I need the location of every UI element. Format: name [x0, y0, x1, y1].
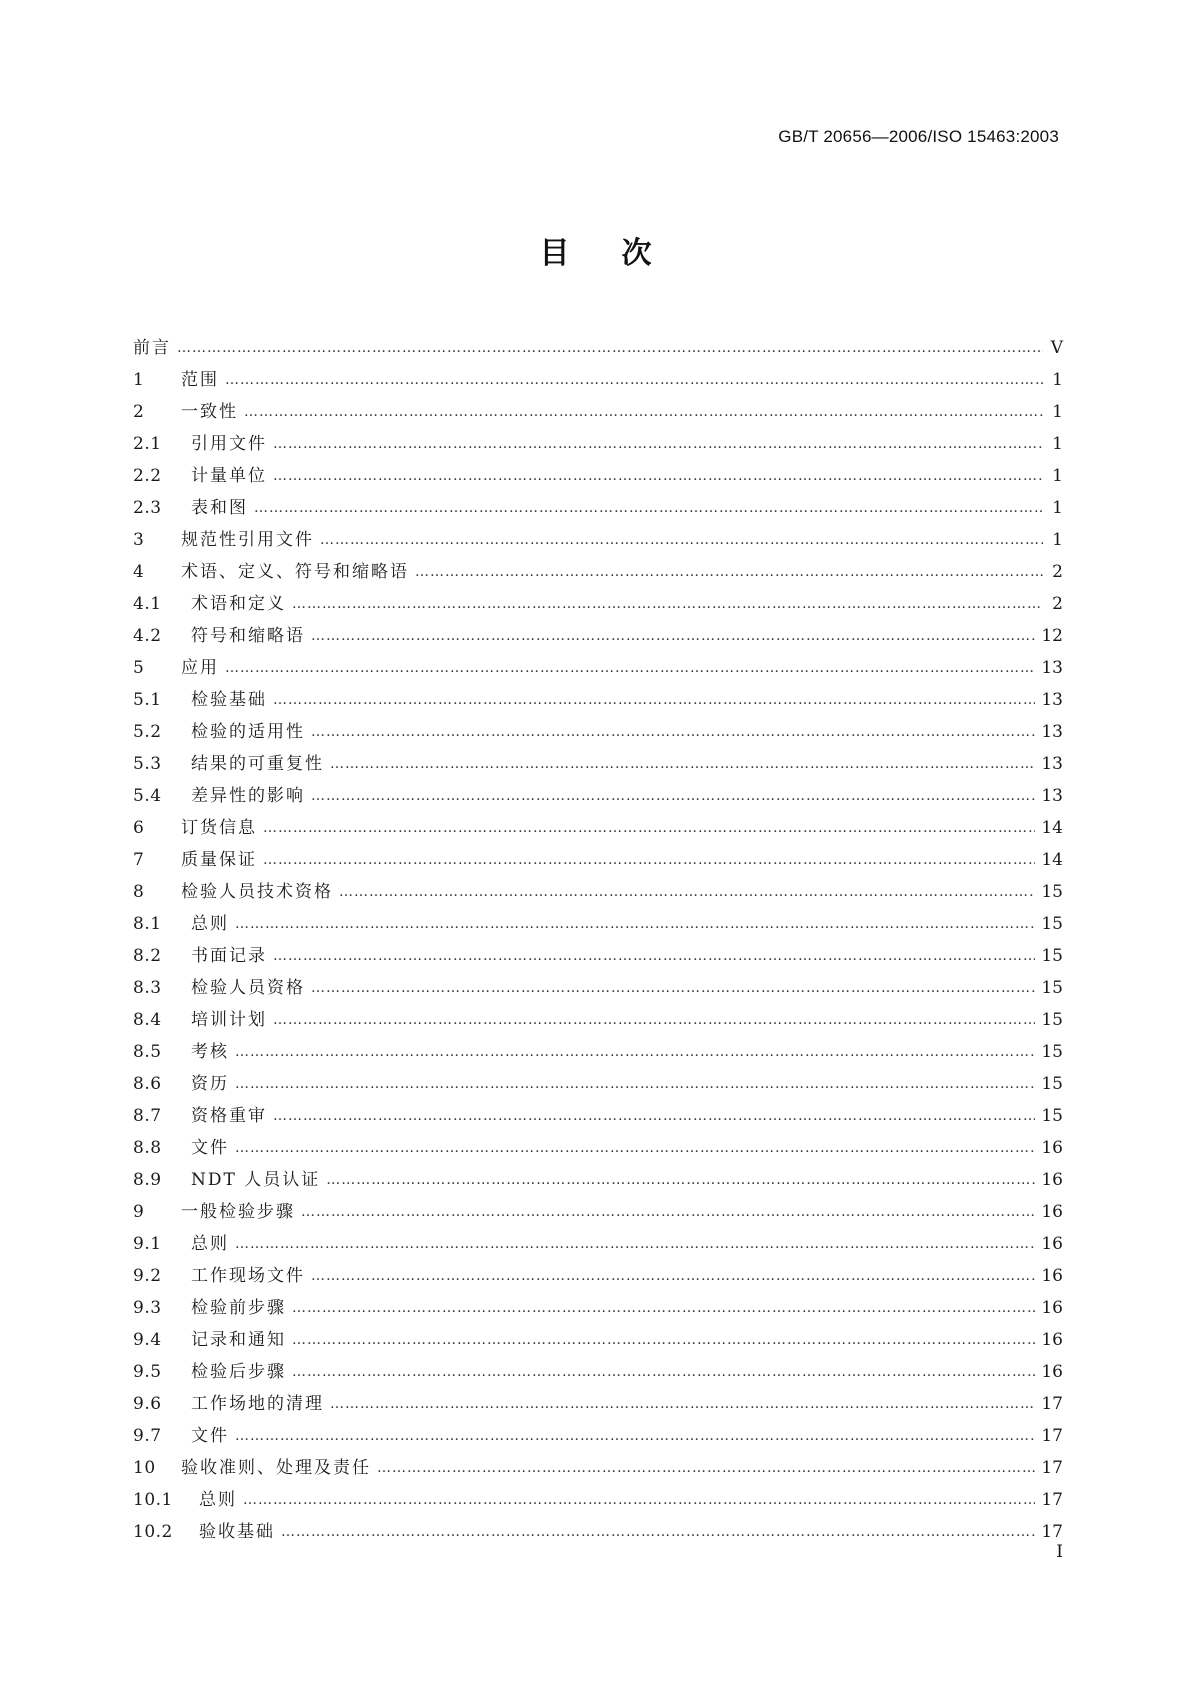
toc-leader-dots — [273, 460, 1043, 492]
toc-entry-number: 9.7 — [133, 1426, 162, 1446]
toc-entry[interactable] — [133, 1484, 1063, 1516]
toc-entry[interactable] — [133, 780, 1063, 812]
toc-entry-page: 16 — [1041, 1330, 1063, 1350]
toc-entry[interactable] — [133, 1036, 1063, 1068]
toc-entry-title: 资历 — [191, 1074, 229, 1094]
toc-entry-title: 检验人员资格 — [191, 978, 305, 998]
toc-entry[interactable] — [133, 620, 1063, 652]
toc-leader-dots — [292, 588, 1043, 620]
toc-entry-title: 一般检验步骤 — [181, 1202, 295, 1222]
toc-entry-page: 1 — [1052, 530, 1063, 550]
toc-entry-title: 检验前步骤 — [191, 1298, 286, 1318]
toc-entry-page: 2 — [1052, 594, 1063, 614]
toc-entry-number: 5.3 — [133, 754, 162, 774]
standard-code: GB/T 20656—2006/ISO 15463:2003 — [778, 127, 1059, 146]
toc-entry[interactable] — [133, 812, 1063, 844]
toc-entry-page: 15 — [1041, 1010, 1063, 1030]
toc-entry[interactable] — [133, 556, 1063, 588]
toc-leader-dots — [330, 748, 1035, 780]
toc-entry-number: 8.7 — [133, 1106, 162, 1126]
toc-entry-page: 15 — [1041, 946, 1063, 966]
toc-leader-dots — [235, 1036, 1035, 1068]
toc-entry-page: 17 — [1041, 1426, 1063, 1446]
toc-entry-number: 5.2 — [133, 722, 162, 742]
toc-entry-number: 5.4 — [133, 786, 162, 806]
toc-entry-number: 9 — [133, 1202, 145, 1222]
toc-entry-page: 15 — [1041, 914, 1063, 934]
toc-entry-title: 验收准则、处理及责任 — [181, 1458, 371, 1478]
toc-entry-page: 16 — [1041, 1266, 1063, 1286]
table-of-contents — [133, 332, 1063, 1548]
toc-entry-page: 17 — [1041, 1490, 1063, 1510]
toc-entry-title: 书面记录 — [191, 946, 267, 966]
toc-entry-title: 工作场地的清理 — [191, 1394, 324, 1414]
toc-entry[interactable] — [133, 972, 1063, 1004]
toc-entry-page: 13 — [1041, 722, 1063, 742]
toc-leader-dots — [273, 684, 1035, 716]
toc-entry[interactable] — [133, 684, 1063, 716]
toc-entry-page: 15 — [1041, 1106, 1063, 1126]
page-number: Ⅰ — [1056, 1542, 1063, 1562]
toc-entry[interactable] — [133, 1164, 1063, 1196]
toc-entry[interactable] — [133, 492, 1063, 524]
toc-entry-title: 应用 — [181, 658, 219, 678]
toc-entry-number: 9.4 — [133, 1330, 162, 1350]
toc-entry-number: 9.6 — [133, 1394, 162, 1414]
toc-entry-page: Ⅴ — [1050, 338, 1063, 358]
toc-entry-number: 10.1 — [133, 1490, 173, 1510]
toc-leader-dots — [292, 1324, 1035, 1356]
toc-entry-number: 1 — [133, 370, 145, 390]
toc-leader-dots — [311, 620, 1035, 652]
toc-entry[interactable] — [133, 1356, 1063, 1388]
toc-entry[interactable] — [133, 748, 1063, 780]
toc-entry-page: 13 — [1041, 754, 1063, 774]
toc-entry-number: 10.2 — [133, 1522, 173, 1542]
toc-entry-page: 13 — [1041, 690, 1063, 710]
toc-entry-number: 2.3 — [133, 498, 162, 518]
toc-leader-dots — [415, 556, 1043, 588]
toc-leader-dots — [301, 1196, 1035, 1228]
toc-leader-dots — [339, 876, 1035, 908]
toc-entry-page: 14 — [1041, 850, 1063, 870]
toc-entry-title: 培训计划 — [191, 1010, 267, 1030]
toc-leader-dots — [254, 492, 1043, 524]
toc-entry-title: 范围 — [181, 370, 219, 390]
toc-entry-page: 16 — [1041, 1298, 1063, 1318]
toc-entry-title: 总则 — [191, 914, 229, 934]
toc-entry[interactable] — [133, 1132, 1063, 1164]
toc-entry-title: 规范性引用文件 — [181, 530, 314, 550]
toc-entry-title: 检验人员技术资格 — [181, 882, 333, 902]
toc-entry-title: 结果的可重复性 — [191, 754, 324, 774]
toc-entry-title: 工作现场文件 — [191, 1266, 305, 1286]
toc-leader-dots — [225, 364, 1043, 396]
toc-entry-title: 验收基础 — [199, 1522, 275, 1542]
toc-entry-page: 16 — [1041, 1170, 1063, 1190]
toc-entry[interactable] — [133, 908, 1063, 940]
toc-entry-number: 8.6 — [133, 1074, 162, 1094]
toc-leader-dots — [243, 1484, 1035, 1516]
toc-entry-number: 4 — [133, 562, 145, 582]
toc-entry[interactable] — [133, 1452, 1063, 1484]
toc-entry[interactable] — [133, 876, 1063, 908]
toc-entry-title: 资格重审 — [191, 1106, 267, 1126]
toc-entry-page: 2 — [1052, 562, 1063, 582]
toc-leader-dots — [273, 1004, 1035, 1036]
toc-entry[interactable] — [133, 1068, 1063, 1100]
toc-entry-number: 3 — [133, 530, 145, 550]
toc-entry-title: 差异性的影响 — [191, 786, 305, 806]
toc-leader-dots — [273, 428, 1043, 460]
toc-entry[interactable] — [133, 652, 1063, 684]
toc-entry-number: 8.8 — [133, 1138, 162, 1158]
toc-entry-page: 1 — [1052, 434, 1063, 454]
toc-leader-dots — [292, 1356, 1035, 1388]
toc-entry-title: 表和图 — [191, 498, 248, 518]
toc-entry-page: 17 — [1041, 1394, 1063, 1414]
toc-entry-title: NDT 人员认证 — [191, 1170, 321, 1190]
toc-entry[interactable] — [133, 1196, 1063, 1228]
toc-entry-title: 符号和缩略语 — [191, 626, 305, 646]
toc-entry-number: 4.1 — [133, 594, 162, 614]
toc-entry[interactable] — [133, 1100, 1063, 1132]
toc-entry-title: 一致性 — [181, 402, 238, 422]
toc-entry-number: 5 — [133, 658, 145, 678]
toc-entry-title: 记录和通知 — [191, 1330, 286, 1350]
toc-leader-dots — [235, 908, 1035, 940]
toc-entry-number: 6 — [133, 818, 145, 838]
toc-entry-title: 订货信息 — [181, 818, 257, 838]
toc-leader-dots — [330, 1388, 1035, 1420]
toc-entry[interactable] — [133, 332, 1063, 364]
toc-leader-dots — [225, 652, 1035, 684]
page-title: 目次 — [539, 236, 704, 271]
toc-entry-number: 2.2 — [133, 466, 162, 486]
toc-entry-page: 16 — [1041, 1202, 1063, 1222]
toc-entry-title: 检验基础 — [191, 690, 267, 710]
toc-entry[interactable] — [133, 844, 1063, 876]
toc-entry-number: 8.3 — [133, 978, 162, 998]
toc-entry-number: 8.9 — [133, 1170, 162, 1190]
toc-entry[interactable] — [133, 1228, 1063, 1260]
toc-entry[interactable] — [133, 1516, 1063, 1548]
toc-entry-page: 17 — [1041, 1522, 1063, 1542]
toc-entry-title: 计量单位 — [191, 466, 267, 486]
toc-entry-number: 8.2 — [133, 946, 162, 966]
toc-entry-page: 14 — [1041, 818, 1063, 838]
toc-entry-number: 9.2 — [133, 1266, 162, 1286]
toc-leader-dots — [311, 716, 1035, 748]
toc-entry-title: 文件 — [191, 1426, 229, 1446]
toc-entry-number: 8.4 — [133, 1010, 162, 1030]
toc-entry-page: 15 — [1041, 1042, 1063, 1062]
toc-leader-dots — [273, 940, 1035, 972]
toc-leader-dots — [311, 972, 1035, 1004]
toc-entry-page: 15 — [1041, 882, 1063, 902]
toc-leader-dots — [377, 1452, 1035, 1484]
toc-entry[interactable] — [133, 1260, 1063, 1292]
toc-entry-number: 8 — [133, 882, 145, 902]
toc-entry-title: 总则 — [199, 1490, 237, 1510]
toc-leader-dots — [235, 1420, 1035, 1452]
toc-entry-page: 16 — [1041, 1234, 1063, 1254]
toc-entry-page: 15 — [1041, 978, 1063, 998]
toc-entry-title: 术语、定义、符号和缩略语 — [181, 562, 409, 582]
toc-entry-number: 2.1 — [133, 434, 162, 454]
toc-entry-title: 检验后步骤 — [191, 1362, 286, 1382]
toc-leader-dots — [320, 524, 1043, 556]
toc-entry-page: 1 — [1052, 498, 1063, 518]
toc-entry[interactable] — [133, 460, 1063, 492]
toc-leader-dots — [244, 396, 1043, 428]
toc-entry-page: 1 — [1052, 466, 1063, 486]
toc-entry[interactable] — [133, 1420, 1063, 1452]
toc-leader-dots — [273, 1100, 1035, 1132]
toc-entry-title: 总则 — [191, 1234, 229, 1254]
toc-entry-page: 1 — [1052, 370, 1063, 390]
toc-entry-page: 1 — [1052, 402, 1063, 422]
toc-leader-dots — [235, 1132, 1035, 1164]
toc-entry-number: 10 — [133, 1458, 156, 1478]
toc-leader-dots — [177, 332, 1043, 364]
toc-entry-title: 引用文件 — [191, 434, 267, 454]
toc-entry[interactable] — [133, 716, 1063, 748]
toc-entry-page: 16 — [1041, 1138, 1063, 1158]
toc-entry-title: 前言 — [133, 338, 171, 358]
toc-entry-page: 15 — [1041, 1074, 1063, 1094]
toc-entry-number: 7 — [133, 850, 145, 870]
toc-entry-number: 2 — [133, 402, 145, 422]
toc-entry[interactable] — [133, 428, 1063, 460]
toc-entry-page: 16 — [1041, 1362, 1063, 1382]
toc-entry-page: 13 — [1041, 658, 1063, 678]
toc-leader-dots — [263, 844, 1035, 876]
toc-entry[interactable] — [133, 1292, 1063, 1324]
toc-entry-number: 4.2 — [133, 626, 162, 646]
toc-entry-number: 8.1 — [133, 914, 162, 934]
toc-entry-number: 8.5 — [133, 1042, 162, 1062]
toc-leader-dots — [281, 1516, 1035, 1548]
toc-entry[interactable] — [133, 524, 1063, 556]
toc-entry[interactable] — [133, 1388, 1063, 1420]
toc-entry-title: 质量保证 — [181, 850, 257, 870]
toc-entry-title: 文件 — [191, 1138, 229, 1158]
toc-entry-title: 术语和定义 — [191, 594, 286, 614]
toc-leader-dots — [326, 1164, 1035, 1196]
toc-entry-number: 9.5 — [133, 1362, 162, 1382]
toc-leader-dots — [311, 780, 1035, 812]
toc-entry[interactable] — [133, 1004, 1063, 1036]
toc-entry-number: 9.3 — [133, 1298, 162, 1318]
toc-entry-page: 13 — [1041, 786, 1063, 806]
toc-entry-page: 12 — [1041, 626, 1063, 646]
toc-leader-dots — [292, 1292, 1035, 1324]
toc-entry[interactable] — [133, 588, 1063, 620]
toc-leader-dots — [235, 1228, 1035, 1260]
toc-entry-title: 考核 — [191, 1042, 229, 1062]
toc-entry-title: 检验的适用性 — [191, 722, 305, 742]
toc-entry-number: 9.1 — [133, 1234, 162, 1254]
toc-leader-dots — [263, 812, 1035, 844]
toc-leader-dots — [311, 1260, 1035, 1292]
toc-leader-dots — [235, 1068, 1035, 1100]
toc-entry[interactable] — [133, 940, 1063, 972]
toc-entry-page: 17 — [1041, 1458, 1063, 1478]
toc-entry[interactable] — [133, 364, 1063, 396]
toc-entry[interactable] — [133, 396, 1063, 428]
toc-entry[interactable] — [133, 1324, 1063, 1356]
toc-entry-number: 5.1 — [133, 690, 162, 710]
